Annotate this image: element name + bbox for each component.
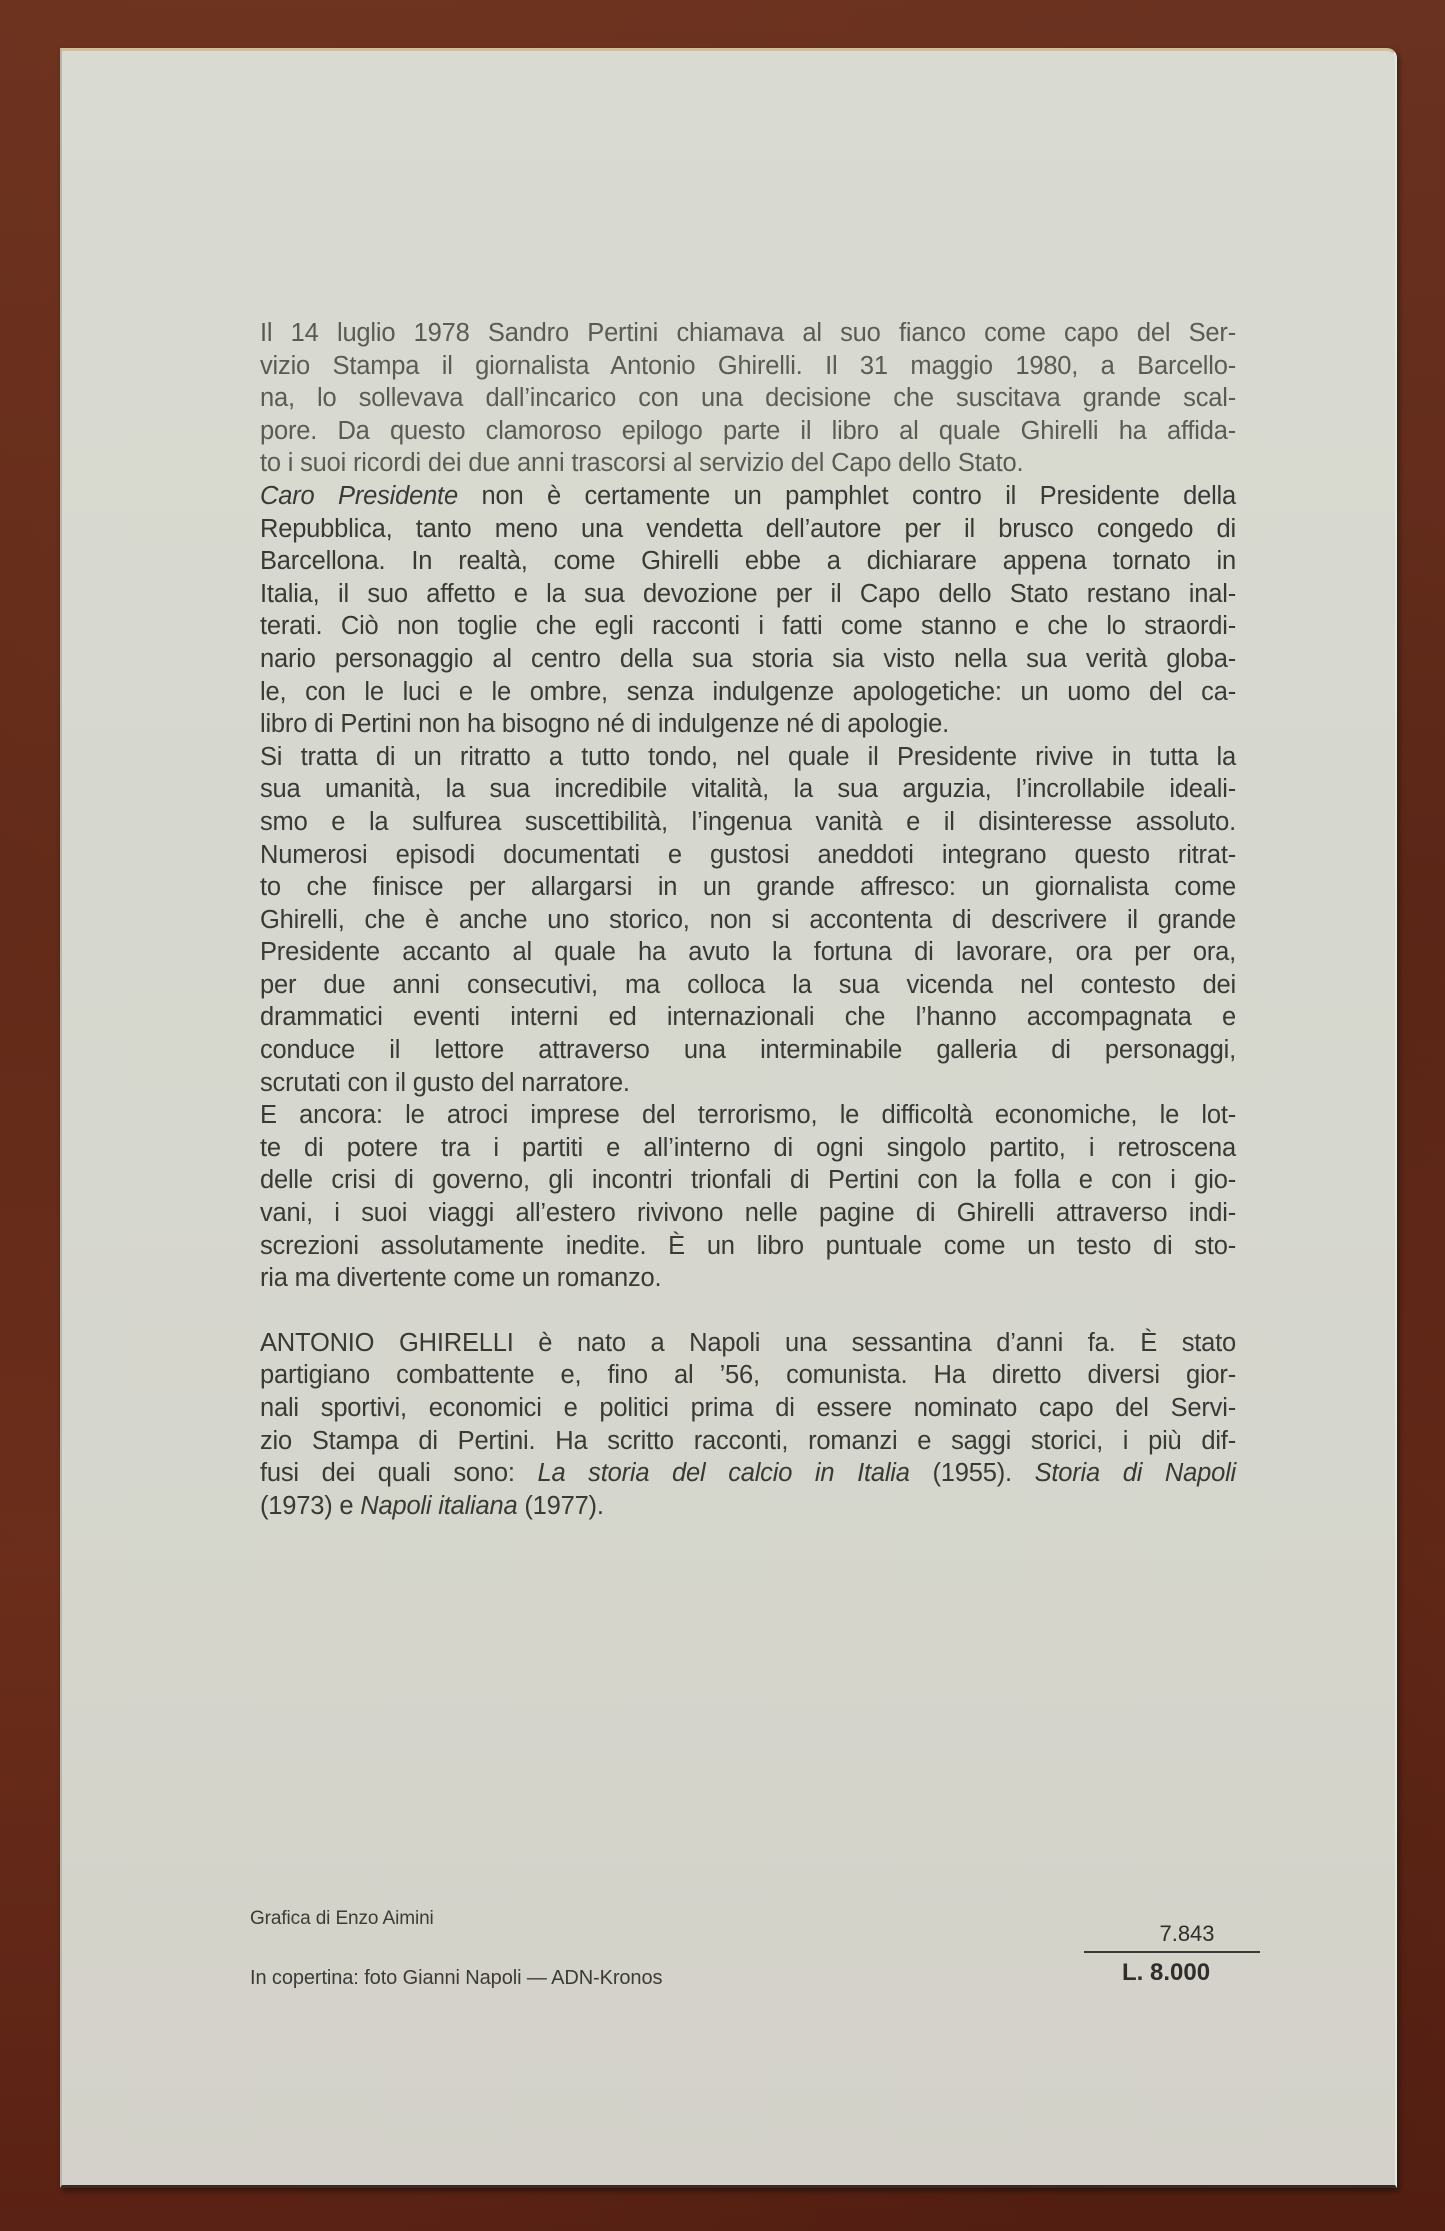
text-line: delle crisi di governo, gli incontri trionfali di Pertini con la folla e con i gio- (260, 1166, 1236, 1195)
text-line: Barcellona. In realtà, come Ghirelli ebbe a dichiarare appena tornato in (260, 547, 1236, 576)
text-line: ria ma divertente come un romanzo. (260, 1264, 662, 1293)
text-line: libro di Pertini non ha bisogno né di indulgenze né di apologie. (260, 710, 949, 739)
text-line: ANTONIO GHIRELLI è nato a Napoli una sessantina d’anni fa. È stato (260, 1328, 1236, 1357)
text-line: te di potere tra i partiti e all’interno di ogni singolo partito, i retroscena (260, 1133, 1236, 1162)
text-line: smo e la sulfurea suscettibilità, l’ingenua vanità e il disinteresse assoluto. (260, 807, 1236, 836)
text-fragment: fusi dei quali sono: (260, 1459, 538, 1488)
text-line: drammatici eventi interni ed internazionali che l’hanno accompagnata e (260, 1003, 1236, 1032)
price: L. 8.000 (1122, 1959, 1211, 1986)
text-line: conduce il lettore attraverso una interminabile galleria di personaggi, (260, 1036, 1236, 1065)
text-line: Si tratta di un ritratto a tutto tondo, nel quale il Presidente rivive in tutta la (260, 742, 1236, 771)
text-fragment: (1977). (517, 1491, 604, 1520)
book-title-italic: Storia di Napoli (1034, 1459, 1236, 1488)
text-line (260, 1490, 1236, 1523)
text-line: pore. Da questo clamoroso epilogo parte il libro al quale Ghirelli ha affida- (260, 416, 1236, 445)
text-line: to i suoi ricordi dei due anni trascorsi al servizio del Capo dello Stato. (260, 449, 1024, 478)
text-line: zio Stampa di Pertini. Ha scritto racconti, romanzi e saggi storici, i più dif- (260, 1426, 1236, 1455)
text-line: per due anni consecutivi, ma colloca la sua vicenda nel contesto dei (260, 970, 1236, 999)
text-line: sua umanità, la sua incredibile vitalità, la sua arguzia, l’incrollabile ideali- (260, 775, 1236, 804)
text-line: nario personaggio al centro della sua storia sia visto nella sua verità globa- (260, 644, 1236, 673)
text-line (260, 480, 1236, 513)
blurb-paragraph-1 (260, 317, 1236, 480)
text-line: nali sportivi, economici e politici prima di essere nominato capo del Servi- (260, 1394, 1236, 1422)
text-fragment: non è certamente un pamphlet contro il Presidente della (457, 481, 1237, 510)
text-line: Repubblica, tanto meno una vendetta dell’autore per il brusco congedo di (260, 514, 1236, 543)
text-line: Il 14 luglio 1978 Sandro Pertini chiamava al suo fianco come capo del Ser- (260, 319, 1236, 347)
text-line: Italia, il suo affetto e la sua devozione per il Capo dello Stato restano inal- (260, 579, 1236, 608)
book-title-italic: Caro Presidente (260, 481, 458, 510)
blurb-paragraph-2 (260, 480, 1236, 741)
text-line: vizio Stampa il giornalista Antonio Ghirelli. Il 31 maggio 1980, a Barcello- (260, 351, 1236, 380)
price-divider (1084, 1951, 1260, 1953)
catalog-number: 7.843 (1159, 1921, 1215, 1946)
blurb-paragraph-4 (260, 1099, 1236, 1295)
author-bio (260, 1327, 1236, 1523)
text-line: scrutati con il gusto del narratore. (260, 1068, 630, 1097)
text-line: to che finisce per allargarsi in un grande affresco: un giornalista come (260, 873, 1236, 902)
text-line: E ancora: le atroci imprese del terrorismo, le difficoltà economiche, le lot- (260, 1101, 1236, 1130)
text-line: Numerosi episodi documentati e gustosi aneddoti integrano questo ritrat- (260, 840, 1236, 869)
text-line: Presidente accanto al quale ha avuto la fortuna di lavorare, ora per ora, (260, 938, 1236, 967)
text-line: terati. Ciò non toglie che egli racconti i fatti come stanno e che lo straordi- (260, 612, 1236, 641)
text-line: Ghirelli, che è anche uno storico, non si accontenta di descrivere il grande (260, 905, 1236, 934)
book-back-cover (60, 48, 1397, 2188)
book-title-italic: La storia del calcio in Italia (537, 1459, 910, 1488)
text-line: le, con le luci e le ombre, senza indulgenze apologetiche: un uomo del ca- (260, 677, 1236, 706)
text-line: screzioni assolutamente inedite. È un libro puntuale come un testo di sto- (260, 1231, 1236, 1260)
price-box (1084, 1919, 1260, 1987)
text-line: vani, i suoi viaggi all’estero rivivono nelle pagine di Ghirelli attraverso indi- (260, 1199, 1236, 1228)
blurb-paragraph-3 (260, 741, 1236, 1100)
design-credit: Grafica di Enzo Aimini (250, 1908, 434, 1929)
book-title-italic: Napoli italiana (360, 1491, 518, 1520)
text-fragment: (1973) e (260, 1491, 361, 1520)
text-fragment: (1955). (909, 1459, 1035, 1488)
cover-photo-credit: In copertina: foto Gianni Napoli — ADN-Kronos (250, 1967, 663, 1989)
text-line (260, 1457, 1236, 1490)
blurb-text (260, 317, 1236, 1522)
text-line: na, lo sollevava dall’incarico con una decisione che suscitava grande scal- (260, 384, 1236, 413)
text-line: partigiano combattente e, fino al ’56, comunista. Ha diretto diversi gior- (260, 1361, 1236, 1390)
